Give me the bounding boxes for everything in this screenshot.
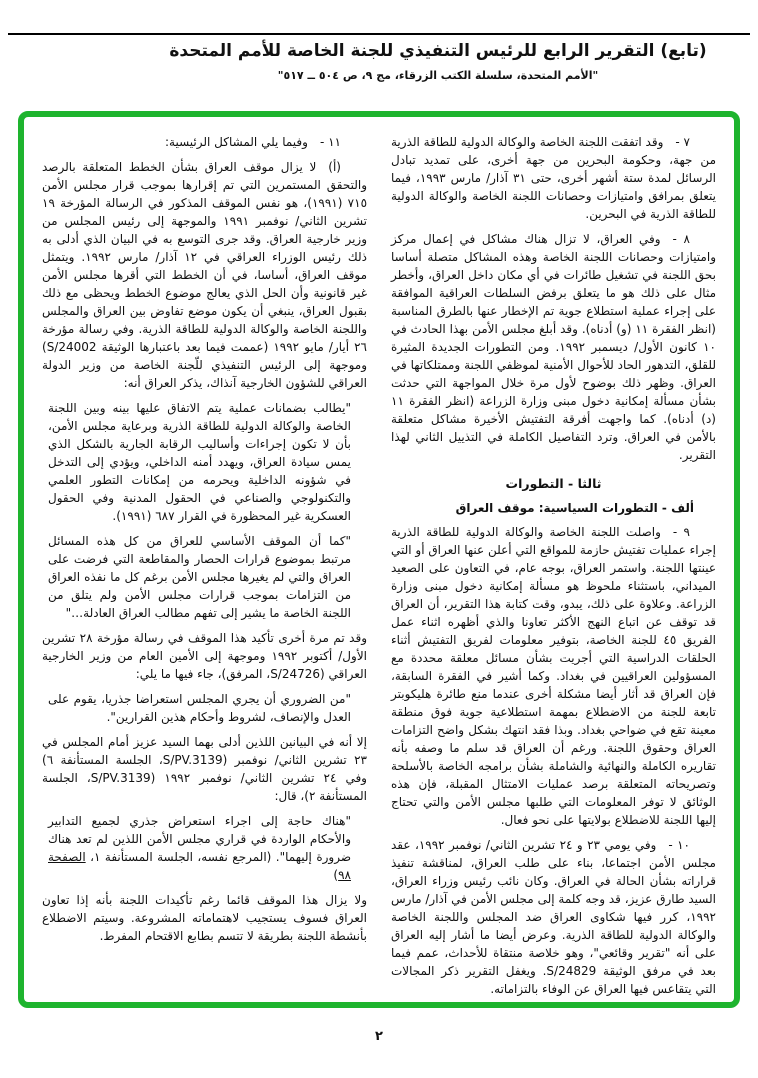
paragraph-11: ١١ - وفيما يلي المشاكل الرئيسية: bbox=[164, 135, 341, 149]
paragraph-10: ١٠ - وفي يومي ٢٣ و ٢٤ تشرين الثاني/ نوفمبر ١٩٩٢، عقد مجلس الأمن اجتماعا، بناء على طلب العراق، لمناقشة تنفيذ قراراته بشأن الحالة في العراق. وكان نائب رئيس وزراء العراق، السيد طارق عزيز، قد وجه كلمة إلى مجلس الأمن في آذار/ مارس ١٩٩٢، كرر فيها شكاوى العراق ضد المجلس واللجنة الخاصة والوكالة الدولية للطاقة الذرية. وعرض أيضا ما أشار إليه العراق على أنه "تقرير وقائعي"، وهو خلاصة منتقاة للأحداث، عمم فيما بعد في مرفق الوثيقة S/24829. ويغفل التقرير ذكر المجالات التي يتقاعس فيها العراق عن الوفاء بالتزاماته. bbox=[391, 838, 716, 996]
document-title: (تابع) التقرير الرابع للرئيس التنفيذي للجنة الخاصة للأمم المتحدة bbox=[169, 41, 707, 61]
column-right bbox=[390, 133, 716, 996]
paragraph-aziz-statements: إلا أنه في البيانين اللذين أدلى بهما السيد عزيز أمام المجلس في ٢٣ تشرين الثاني/ نوفمبر (S/PV.3139، الجلسة المستأنفة ٦) وفي ٢٤ تشرين الثاني/ نوفمبر ١٩٩٢ (S/PV.3139، الجلسة المستأنفة ٢)، قال: bbox=[42, 735, 367, 803]
section-heading-developments: ثالثا - التطورات bbox=[505, 476, 602, 491]
document-header bbox=[0, 41, 758, 82]
document-subtitle: "الأمم المتحدة، سلسلة الكتب الزرقاء، مج ٩، ص ٥٠٤ ــ ٥١٧" bbox=[277, 69, 599, 83]
paragraph-8: ٨ - وفي العراق، لا تزال هناك مشاكل في إعمال مركز وامتيازات وحصانات اللجنة الخاصة وهذه المشاكل متصلة أساسا بحق اللجنة في تشغيل طائرات في أي مكان داخل العراق، وأخطر مثال على ذلك هو ما يتعلق برفض السلطات العراقية الموافقة على إجراء عملية استطلاع جوية تم الإخطار عنها بالطرق المناسبة (انظر الفقرة ١١ (و) أدناه). وقد أبلغ مجلس الأمن بهذا الحادث في ١٠ كانون الأول/ ديسمبر ١٩٩٢. ومن التطورات الجديدة المثيرة للقلق، التدهور الحاد للأحوال الأمنية لموظفي اللجنة وممتلكاتها في العراق. وظهر ذلك بوضوح لأول مرة خلال المواجهة التي حدثت بشأن مسألة إمكانية دخول مبنى وزارة الزراعة (انظر الفقرة ١١ (د) أدناه). كما واجهت أفرقة التفتيش الأخيرة مشاكل متعلقة بالأمن في العراق. وترد التفاصيل الكاملة في التذييل الثاني لهذا التقرير. bbox=[391, 232, 716, 462]
paragraph-7: ٧ - وقد اتفقت اللجنة الخاصة والوكالة الدولية للطاقة الذرية من جهة، وحكومة البحرين من جهة أخرى، على تمديد تبادل الرسائل لمدة ستة أشهر أخرى، حتى ٣١ آذار/ مارس ١٩٩٣، فيما يتعلق بمرافق وامتيازات وحصانات اللجنة الخاصة والوكالة الدولية للطاقة الذرية في البحرين. bbox=[391, 135, 716, 221]
column-left bbox=[42, 133, 367, 986]
content-border-box bbox=[18, 111, 740, 1008]
paragraph-final-position: ولا يزال هذا الموقف قائما رغم تأكيدات اللجنة بأنه إذا تعاون العراق فسوف يستجيب لاهتماماته المشروعة. وسيتم الاضطلاع بأنشطة اللجنة بطريقة لا تتسم بطابع الاقتحام المفرط. bbox=[42, 893, 367, 943]
paragraph-9: ٩ - واصلت اللجنة الخاصة والوكالة الدولية للطاقة الذرية إجراء عمليات تفتيش حازمة للمواقع التي أعلن عنها العراق أو التي عينتها اللجنة. واستمر العراق، بوجه عام، في التعاون على الصعيد الميداني، باستثناء ملحوظ هو مسألة إمكانية دخول مبنى وزارة الزراعة. وعلاوة على ذلك، يبدو، وقت كتابة هذا التقرير، أن العراق قد توقف عن اتباع النهج الأكثر تعاونا والذي أظهره اثناء عمل الفريق ٤٥ للجنة الخاصة، بتوفير معلومات لفريق التفتيش أثناء الحلقات الدراسية التي أجريت بشأن مسائل معلقة محددة مع المسؤولين العراقيين في بغداد. وكما أشير في الفقرة السابقة، فإن العراق قد أثار أيضا مشكلة أخرى عندما منع طائرة هليكوبتر تابعة للجنة من الاضطلاع بمهمة استطلاعية جوية فوق منطقة معينة تقع في ضواحي بغداد. وبذا فقد انتهك بشكل واضح التزامات العراق وحقوق اللجنة. ورغم أن العراق قد سلم ما وصفه بأنه تقاريره الكاملة والنهائية والشاملة بشأن برامجه الخاصة بالأسلحة وتصريحاته المتعلقة برصد عمليات الامتثال المقبلة، فإن هذه الوثائق لا توفر المعلومات التي طلبها مجلس الأمن والتي تحتاج إليها اللجنة للاضطلاع بولايتها على نحو فعال. bbox=[390, 525, 716, 827]
page-number: ٢ bbox=[375, 1029, 383, 1044]
quote-4-closing: ) bbox=[333, 868, 339, 882]
paragraph-11-item-a: (أ) لا يزال موقف العراق بشأن الخطط المتعلقة بالرصد والتحقق المستمرين التي تم إقرارها بموجب قرار مجلس الأمن ٧١٥ (١٩٩١)، هو نفس الموقف المذكور في الرسالة المؤرخة ١٩ تشرين الثاني/ نوفمبر ١٩٩١ والموجهة إلى رئيس المجلس من وزير خارجية العراق. وقد جرى التوسع به في البيان الذي أدلى به ذلك رئيس الوزراء العراقي في ١٢ آذار/ مارس ١٩٩٢. ويتمثل موقف العراق، أساسا، في أن الخطط التي أقرها مجلس الأمن غير قانونية وأن الحل الذي يعالج موضوع الخطط ويحظى مع ذلك بقبول العراق، ينبغي أن يكون موضع تفاوض بين العراق والمجلس واللجنة الخاصة والوكالة الدولية للطاقة الذرية. وفي رسالة مؤرخة ٢٦ أيار/ مايو ١٩٩٢ (عممت فيما بعد باعتبارها الوثيقة S/24002) وموجهة إلى الرئيس التنفيذي للّجنة الخاصة من وزير الدولة العراقي للشؤون الخارجية آنذاك، يذكر العراق أنه: bbox=[42, 160, 368, 390]
quote-block-1: "يطالب بضمانات عملية يتم الاتفاق عليها بينه وبين اللجنة الخاصة والوكالة الدولية للطاقة الذرية وبرعاية مجلس الأمن، بأن لا تكون إجراءات وأساليب الرقابة الجارية بالشكل الذي يمس سيادة العراق، ويهدد أمنه الداخلي، ويؤدي إلى التدخل في شؤونه الداخلية ويحرمه من إمكانات التطور العلمي والتكنولوجي والصناعي في الحقول المدنية وفي الحقول العسكرية غير المحظورة في القرار ٦٨٧ (١٩٩١). bbox=[48, 401, 351, 523]
quote-4-text: "هناك حاجة إلى اجراء استعراض جذري لجميع التدابير والأحكام الواردة في قراري مجلس الأمن اللذين لم تعد هناك ضرورة إليهما". (المرجع نفسه، الجلسة المستأنفة ١، bbox=[48, 814, 352, 864]
header-rule bbox=[8, 33, 750, 35]
quote-block-4 bbox=[48, 812, 351, 884]
quote-block-3: "من الضروري أن يجري المجلس استعراضا جذريا، يقوم على العدل والإنصاف، لشروط وأحكام هذين القرارين". bbox=[48, 692, 351, 724]
quote-block-2: "كما أن الموقف الأساسي للعراق من كل هذه المسائل مرتبط بموضوع قرارات الحصار والمقاطعة التي فرضت على العراق والتي لم يغيرها مجلس الأمن برغم كل ما نفذه العراق من التزامات بموجب قرارات مجلس الأمن ولم يتلق من اللجنة الخاصة ما يشير إلى تفهم مطالب العراق العادلة…" bbox=[48, 534, 351, 620]
subsection-heading-political-developments: ألف - التطورات السياسية: موقف العراق bbox=[455, 501, 694, 515]
underlined-page-reference: الصفحة ٩٨ bbox=[48, 850, 351, 882]
paragraph-october-letter: وقد تم مرة أخرى تأكيد هذا الموقف في رسالة مؤرخة ٢٨ تشرين الأول/ أكتوبر ١٩٩٢ وموجهة إلى الأمين العام من وزير الخارجية العراقي (S/24726، المرفق)، جاء فيها ما يلي: bbox=[42, 631, 368, 681]
